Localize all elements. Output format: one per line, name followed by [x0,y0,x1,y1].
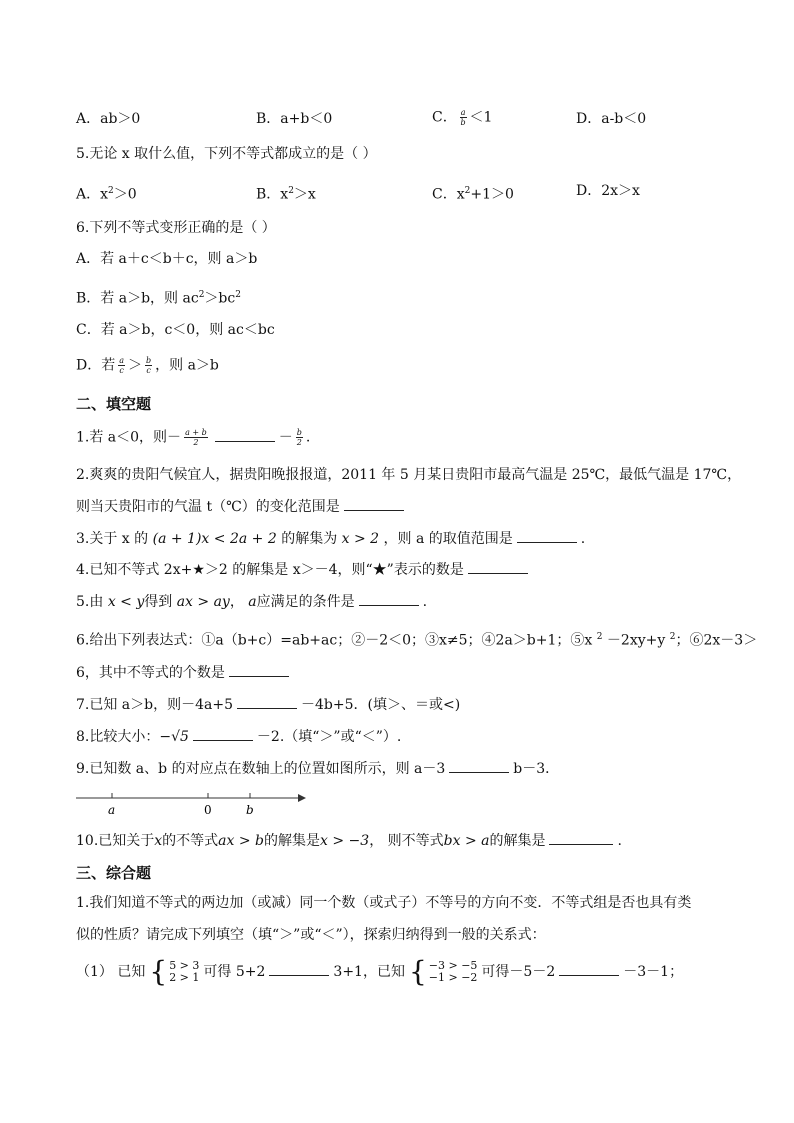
q5-option-d: D．2x＞x [576,183,640,199]
q6-fraction-a-c: $\frac{a}{c}$ [119,356,125,375]
fill-q9: 9.已知数 a、b 的对应点在数轴上的位置如图所示，则 a－3 b－3． [76,761,560,777]
fill-q2-line1: 2.爽爽的贵阳气候宜人，据贵阳晚报报道，2011 年 5 月某日贵阳市最高气温是 25℃，最低气温是 17℃， [76,467,742,483]
q5-option-a: A．$x^2>0$ [76,186,137,203]
q4-option-c-suffix: ＜1 [469,109,493,126]
q4-option-b: B．a+b＜0 [256,111,333,127]
number-line-label-zero: 0 [204,803,212,817]
q5-option-c: C．$x^2+1>0$ [432,186,514,203]
fill-q2-blank[interactable] [344,498,404,511]
comp-q1-line1: 1.我们知道不等式的两边加（或减）同一个数（或式子）不等号的方向不变．不等式组是否也具有类 [76,895,692,911]
q6-option-a: A．若 a＋c＜b＋c，则 a＞b [76,251,258,267]
q4-option-c [432,108,492,127]
q6-option-d: D．若 $\frac{a}{c}$ ＞ $\frac{b}{c}$ ，则 a＞b [76,356,219,375]
fill-q8: 8.比较大小：−√5 －2.（填“＞”或“＜”）. [76,729,402,745]
fill-q5: 5.由 x < y得到 ax > ay， a应满足的条件是 . [76,594,428,610]
q4-option-d: D．a-b＜0 [576,111,647,127]
number-line-label-a: a [108,803,116,817]
fill-q4: 4.已知不等式 2x+★＞2 的解集是 x＞－4，则“★”表示的数是 [76,561,532,579]
fill-q10: 10.已知关于x的不等式ax > b的解集是x > −3， 则不等式bx > a的解集是 . [76,833,622,849]
fill-q6-line2: 6，其中不等式的个数是 [76,664,293,682]
number-line-label-b: b [246,803,254,817]
fill-q6-blank[interactable] [229,664,289,677]
number-line [76,788,310,820]
fill-q9-blank[interactable] [449,760,509,773]
fill-q1: 1.若 a＜0，则－ $\frac{a + b}{2}$ － $\frac{b}{2}$ . [76,428,311,447]
fill-q3: 3.关于 x 的 (a + 1)x < 2a + 2 的解集为 x > 2 ，则 a 的取值范围是 . [76,531,586,547]
system-brace-2: { −3 > −5 −1 > −2 [408,955,478,988]
section-heading-comprehensive: 三、综合题 [76,864,152,882]
q6-fraction-b-c: $\frac{b}{c}$ [146,356,152,375]
q4-option-c-prefix: C． [432,109,457,126]
comp-q1-line2: 似的性质？请完成下列填空（填“＞”或“＜”），探索归纳得到一般的关系式： [76,927,546,943]
q5-stem: 5.无论 x 取什么值，下列不等式都成立的是（ ） [76,146,377,162]
fill-q5-blank[interactable] [359,593,419,606]
q6-option-c: C．若 a＞b，c＜0，则 ac＜bc [76,322,275,338]
q4-option-a: A．ab＞0 [76,111,141,127]
comp-q1-blank-1[interactable] [269,963,329,976]
fill-q1-fraction-1: $\frac{a + b}{2}$ [185,428,207,447]
fill-q4-blank[interactable] [468,561,528,574]
fill-q8-blank[interactable] [193,728,253,741]
section-heading-fill-blank: 二、填空题 [76,395,152,413]
fill-q1-fraction-2: $\frac{b}{2}$ [296,428,302,447]
q6-stem: 6.下列不等式变形正确的是（ ） [76,220,276,236]
fill-q10-blank[interactable] [549,832,613,845]
fill-q1-blank[interactable] [215,429,275,442]
q4-fraction: $\frac{a}{b}$ [460,108,466,127]
fill-q7: 7.已知 a＞b，则－4a+5 －4b+5．(填＞、＝或<) [76,697,461,713]
comp-q1-blank-2[interactable] [559,963,619,976]
fill-q7-blank[interactable] [237,696,297,709]
system-brace-1: { 5 > 3 2 > 1 [149,955,200,988]
fill-q6-line1: 6.给出下列表达式：①a（b+c）=ab+ac；②－2＜0；③x≠5；④2a＞b+1；⑤x $^2$ －2xy+y $^2$；⑥2x－3＞ [76,632,758,649]
q5-option-b: B．$x^2>x$ [256,186,316,203]
comp-q1-part1: （1） 已知 { 5 > 3 2 > 1 可得 5+2 3+1，已知 { −3 > −5 −1 > −2 可得－5－2 －3－1； [76,955,684,988]
fill-q3-blank[interactable] [517,530,577,543]
fill-q2-line2: 则当天贵阳市的气温 t（℃）的变化范围是 [76,498,408,516]
q6-option-b: B．若 a＞b，则 $ac^2>bc^2$ [76,290,241,307]
